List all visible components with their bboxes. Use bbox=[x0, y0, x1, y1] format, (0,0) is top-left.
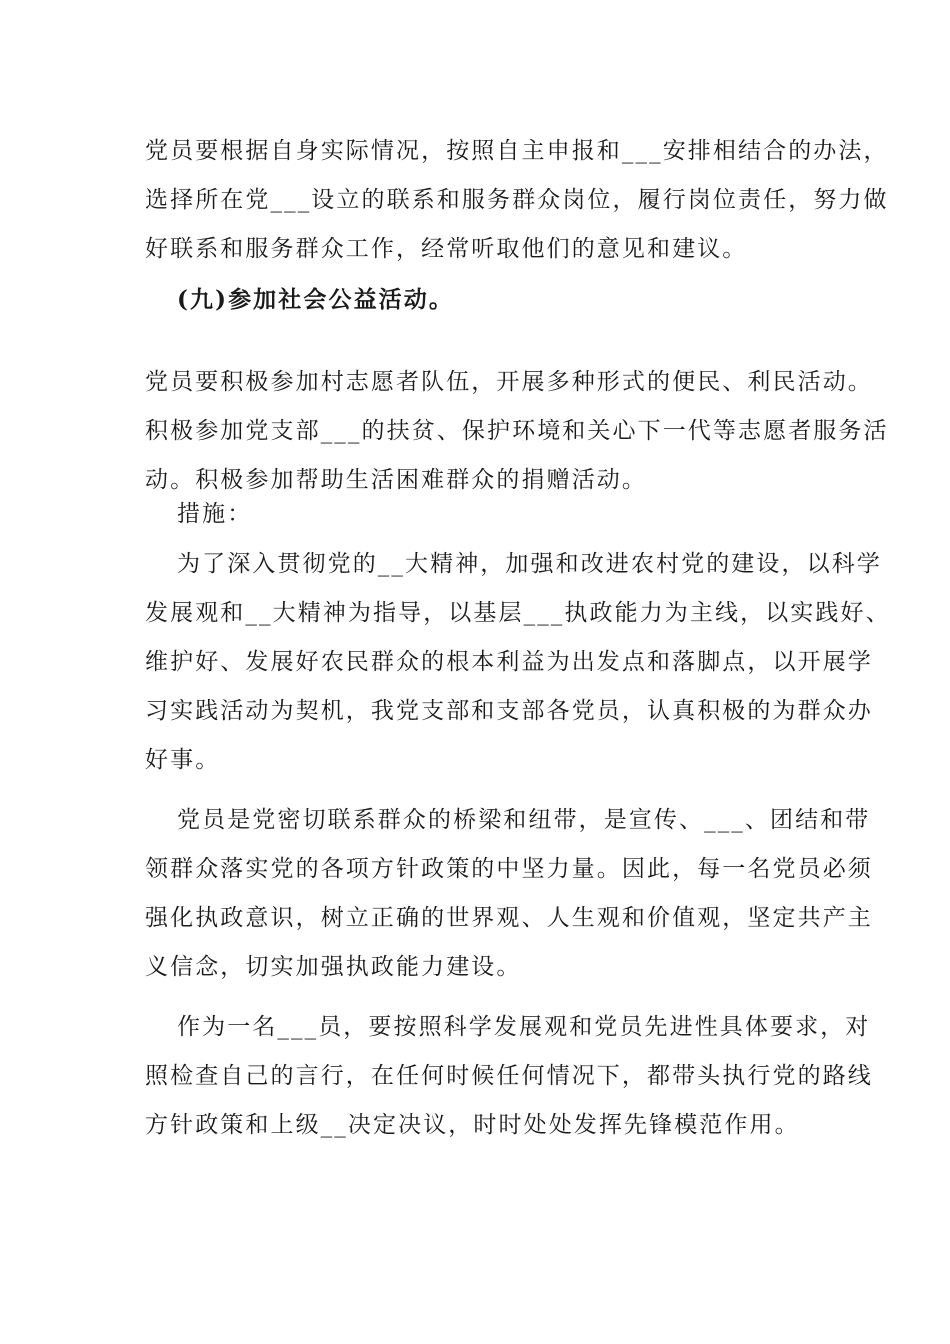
text-line: 动。积极参加帮助生活困难群众的捐赠活动。 bbox=[145, 467, 647, 493]
section-heading: (九)参加社会公益活动。 bbox=[177, 286, 454, 313]
measures-label: 措施： bbox=[177, 501, 253, 527]
paragraph-measures-intro bbox=[145, 540, 891, 785]
text-line: 选择所在党___设立的联系和服务群众岗位，履行岗位责任，努力做 bbox=[145, 187, 889, 213]
text-line: 积极参加党支部___的扶贫、保护环境和关心下一代等志愿者服务活 bbox=[145, 418, 889, 444]
text-line: 党员是党密切联系群众的桥梁和纽带，是宣传、___、团结和带 bbox=[177, 807, 871, 833]
text-line: 为了深入贯彻党的__大精神，加强和改进农村党的建设，以科学 bbox=[177, 551, 882, 577]
paragraph-contact-service bbox=[145, 127, 889, 274]
text-line: 习实践活动为契机，我党支部和支部各党员，认真积极的为群众办 bbox=[145, 698, 873, 724]
text-line: 好事。 bbox=[145, 747, 221, 773]
text-line: 领群众落实党的各项方针政策的中坚力量。因此，每一名党员必须 bbox=[145, 856, 873, 882]
paragraph-party-members-bridge bbox=[145, 796, 873, 992]
text-line: 方针政策和上级__决定决议，时时处处发挥先锋模范作用。 bbox=[145, 1112, 800, 1138]
text-line: 党员要根据自身实际情况，按照自主申报和___安排相结合的办法， bbox=[145, 138, 889, 164]
text-line: 维护好、发展好农民群众的根本利益为出发点和落脚点，以开展学 bbox=[145, 649, 873, 675]
text-line: 义信念，切实加强执政能力建设。 bbox=[145, 954, 522, 980]
text-line: 发展观和__大精神为指导，以基层___执政能力为主线，以实践好、 bbox=[145, 600, 891, 626]
text-line: 照检查自己的言行，在任何时候任何情况下，都带头执行党的路线 bbox=[145, 1063, 873, 1089]
paragraph-as-a-member bbox=[145, 1003, 873, 1150]
text-line: 党员要积极参加村志愿者队伍，开展多种形式的便民、利民活动。 bbox=[145, 369, 873, 395]
text-line: 强化执政意识，树立正确的世界观、人生观和价值观，坚定共产主 bbox=[145, 905, 873, 931]
paragraph-public-welfare bbox=[145, 358, 889, 505]
text-line: 作为一名___员，要按照科学发展观和党员先进性具体要求，对 bbox=[177, 1014, 871, 1040]
text-line: 好联系和服务群众工作，经常听取他们的意见和建议。 bbox=[145, 236, 748, 262]
